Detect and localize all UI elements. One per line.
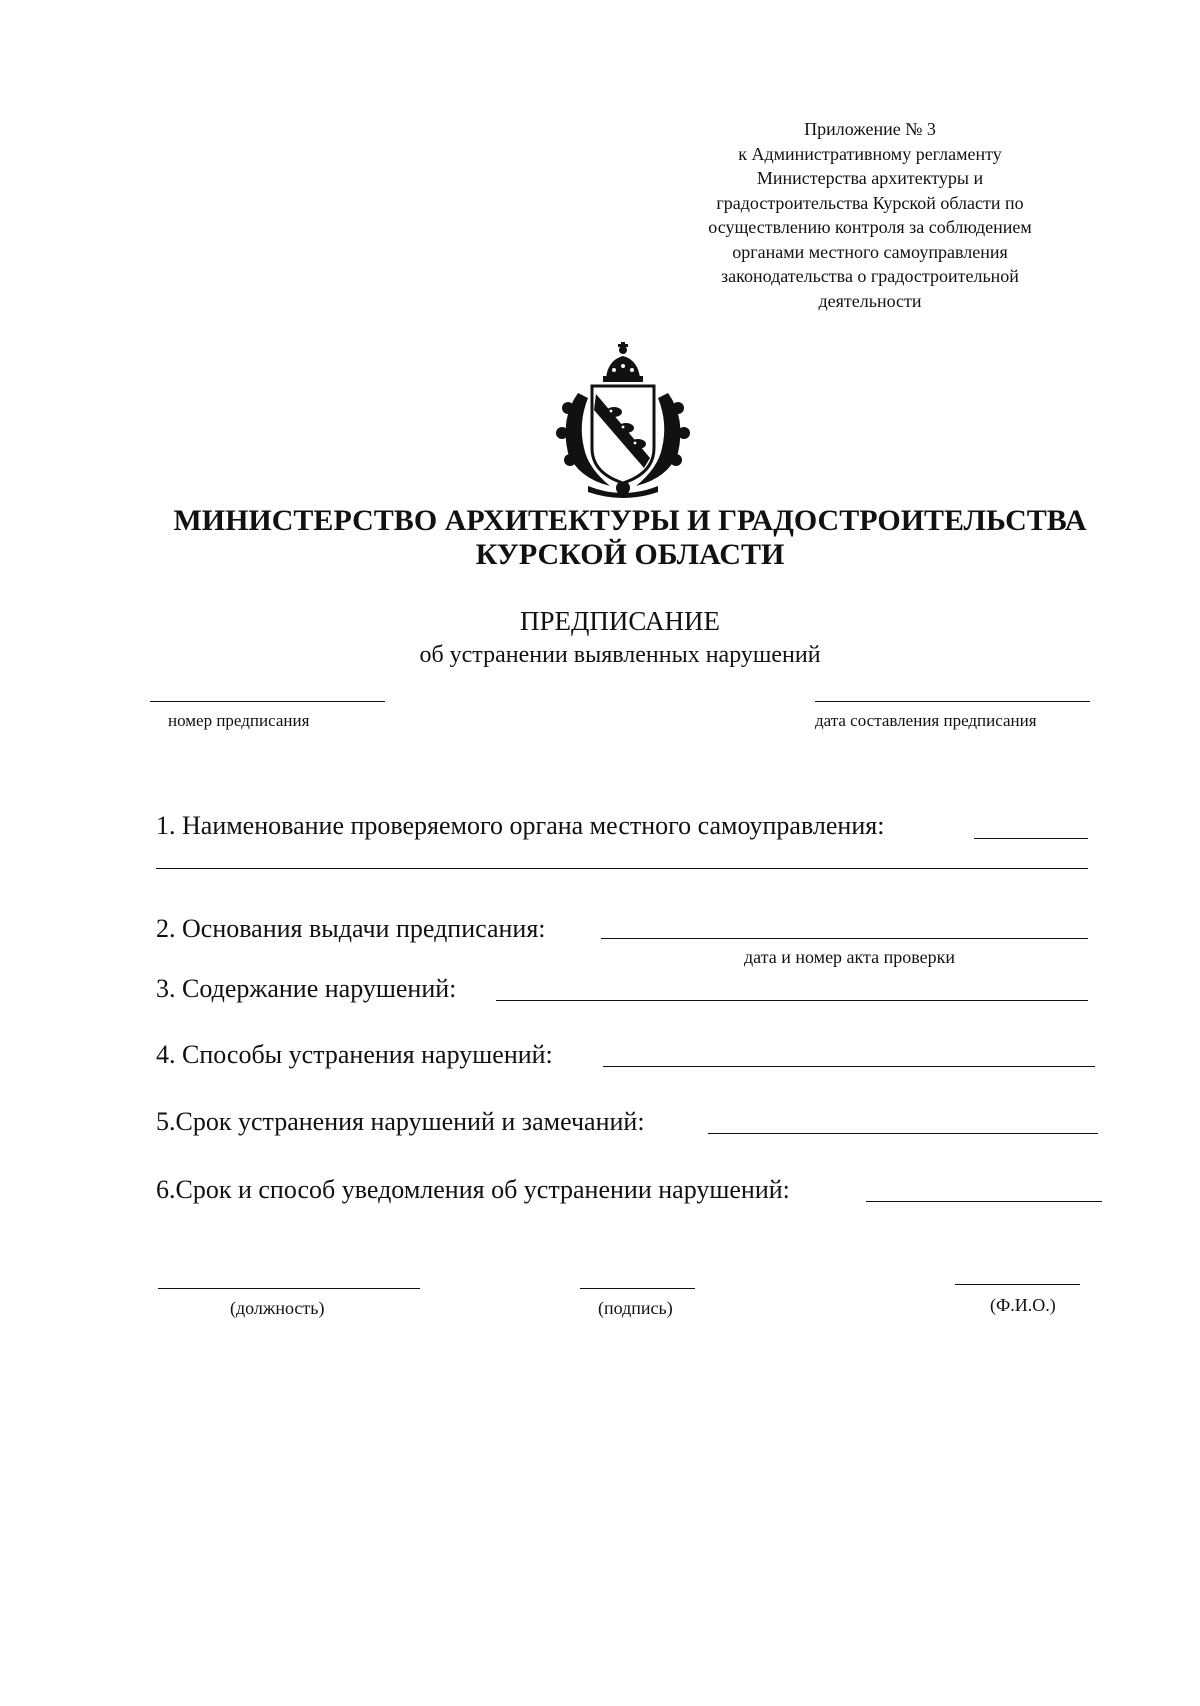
item-5-label: 5.Срок устранения нарушений и замечаний:: [156, 1107, 645, 1136]
item-4-label: 4. Способы устранения нарушений:: [156, 1040, 553, 1069]
appendix-line: Приложение № 3: [804, 119, 936, 139]
name-label: (Ф.И.О.): [990, 1295, 1056, 1315]
name-underline[interactable]: [955, 1284, 1080, 1285]
kursk-coat-of-arms-icon: [548, 338, 698, 498]
ministry-name: [150, 504, 1110, 572]
ministry-name-line: КУРСКОЙ ОБЛАСТИ: [475, 538, 785, 571]
item-2-caption: дата и номер акта проверки: [744, 947, 956, 967]
number-underline[interactable]: [150, 701, 385, 702]
signature-underline[interactable]: [580, 1288, 695, 1289]
document-subtitle: об устранении выявленных нарушений: [419, 642, 821, 668]
item-1-field[interactable]: [974, 838, 1088, 839]
appendix-line: градостроительства Курской области по: [716, 192, 1024, 213]
date-underline[interactable]: [815, 701, 1090, 702]
item-1-label: 1. Наименование проверяемого органа местного самоуправления:: [156, 811, 885, 840]
signature-label: (подпись): [598, 1298, 673, 1318]
position-label: (должность): [230, 1298, 325, 1318]
number-label: номер предписания: [168, 711, 310, 730]
position-underline[interactable]: [158, 1288, 420, 1289]
date-label: дата составления предписания: [815, 711, 1037, 730]
appendix-line: органами местного самоуправления: [732, 241, 1008, 262]
appendix-line: к Административному регламенту: [738, 143, 1002, 164]
appendix-line: законодательства о градостроительной: [721, 266, 1019, 286]
ministry-name-line: МИНИСТЕРСТВО АРХИТЕКТУРЫ И ГРАДОСТРОИТЕЛЬСТВА: [173, 504, 1087, 537]
item-6-label: 6.Срок и способ уведомления об устранении нарушений:: [156, 1175, 790, 1204]
appendix-line: Министерства архитектуры и: [756, 168, 984, 188]
item-3-label: 3. Содержание нарушений:: [156, 974, 457, 1003]
item-4-field[interactable]: [603, 1066, 1095, 1067]
item-3-field[interactable]: [496, 1000, 1088, 1001]
appendix-line: осуществлению контроля за соблюдением: [708, 217, 1032, 237]
item-2-label: 2. Основания выдачи предписания:: [156, 914, 546, 943]
item-2-field[interactable]: [601, 938, 1088, 939]
appendix-note: [660, 117, 1080, 313]
item-5-field[interactable]: [708, 1133, 1098, 1134]
document-title: ПРЕДПИСАНИЕ: [519, 606, 721, 636]
item-1-field-continued[interactable]: [156, 868, 1088, 869]
item-6-field[interactable]: [866, 1201, 1102, 1202]
appendix-line: деятельности: [818, 290, 922, 311]
